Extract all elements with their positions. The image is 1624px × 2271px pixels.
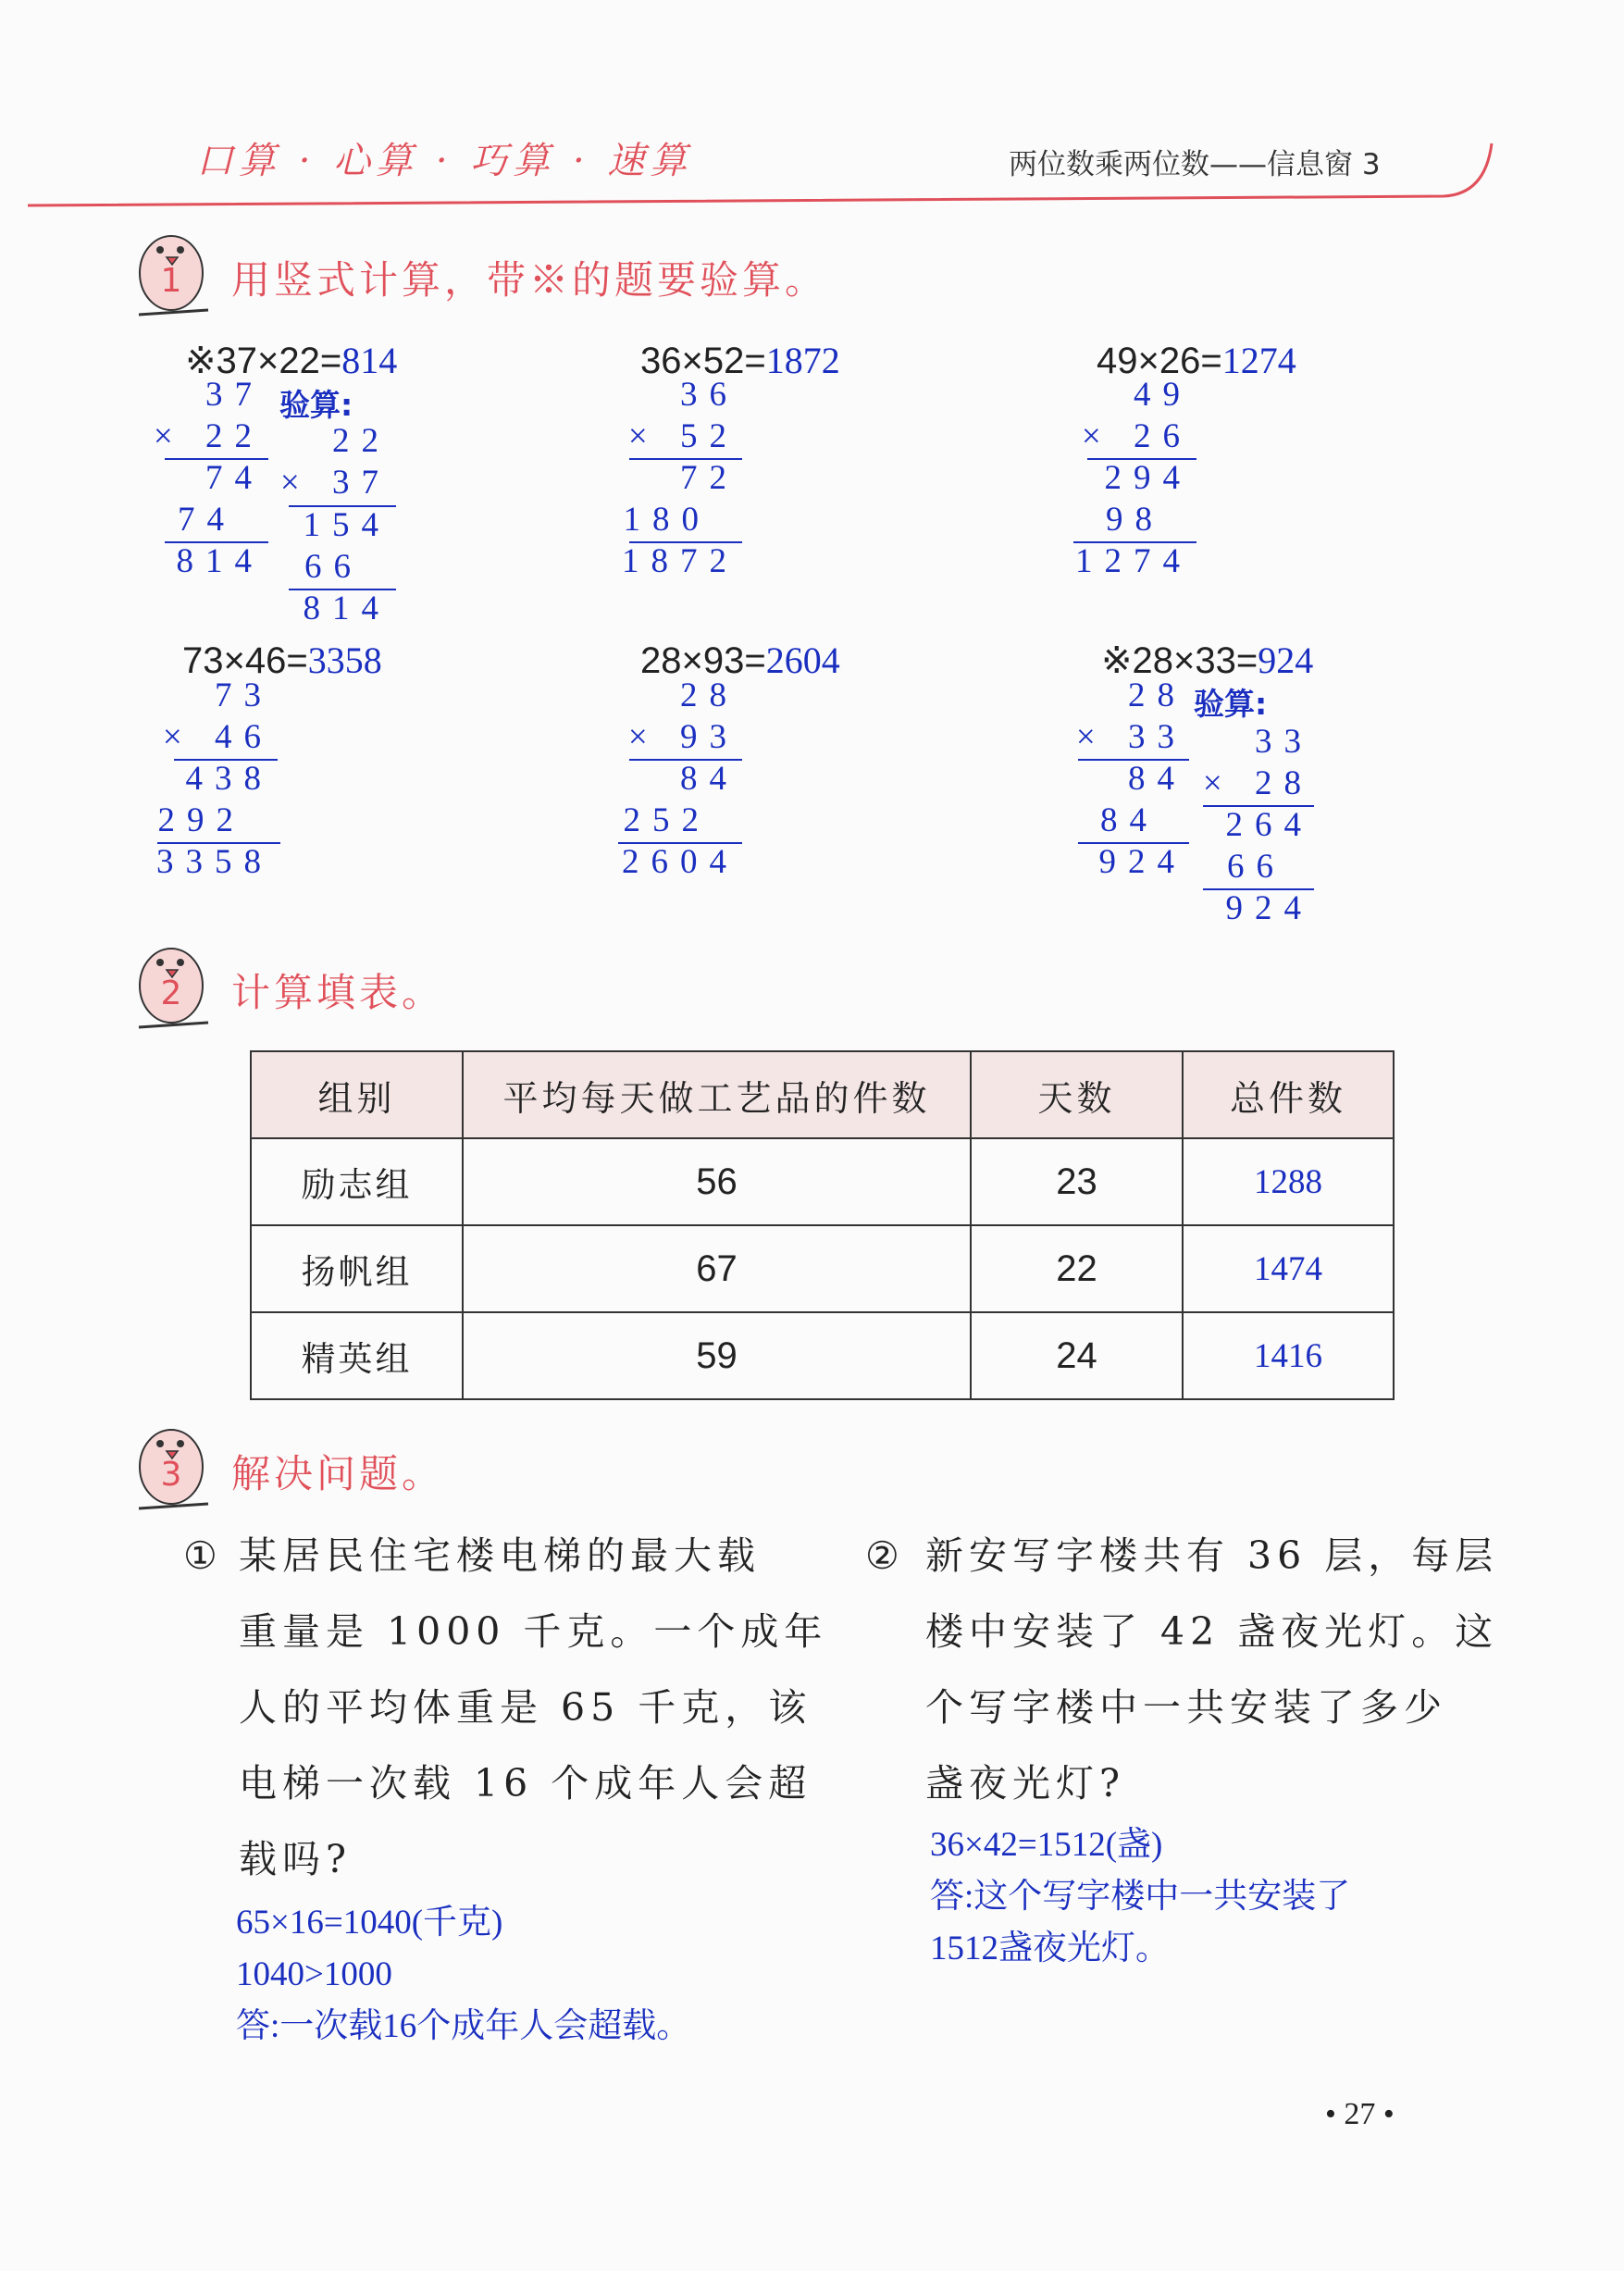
problem-equation: 73×46=3358 (182, 639, 382, 681)
table-cell: 67 (463, 1225, 971, 1312)
table-cell: 扬帆组 (251, 1225, 463, 1312)
answer-line: 65×16=1040(千克) (236, 1904, 503, 1942)
vertical-row: 72 (680, 459, 738, 497)
check-row: 22 (332, 422, 391, 460)
problem-1-mark: ① (183, 1533, 223, 1578)
vertical-row: 924 (1098, 843, 1186, 881)
check-row: 66 (304, 548, 363, 586)
vertical-row: 84 (1100, 801, 1159, 839)
vertical-row: 28 (1128, 676, 1186, 714)
vertical-row: 49 (1134, 376, 1192, 414)
table-answer-cell: 1416 (1183, 1312, 1394, 1399)
table-row (251, 1312, 1394, 1399)
check-row: 154 (303, 506, 391, 544)
vertical-row: × 52 (627, 417, 738, 455)
problem-2-text (925, 1518, 1518, 1821)
table-header-cell: 组别 (251, 1051, 463, 1138)
vertical-row: 98 (1106, 501, 1164, 539)
problem-equation: 36×52=1872 (640, 340, 840, 381)
problem-2-mark: ② (865, 1533, 905, 1578)
table-cell: 59 (463, 1312, 971, 1399)
vertical-row: 73 (215, 676, 273, 714)
problem-line: 某居民住宅楼电梯的最大载 (239, 1533, 761, 1578)
vertical-row: 37 (205, 376, 264, 414)
vertical-row: 28 (680, 676, 738, 714)
problem-2-answer (930, 1819, 1350, 1975)
bird-number-icon (130, 222, 213, 324)
table-cell: 精英组 (251, 1312, 463, 1399)
vertical-row: 36 (680, 376, 738, 414)
vertical-row: 74 (178, 501, 236, 539)
svg-text:3: 3 (160, 1456, 182, 1494)
vertical-row: 180 (623, 501, 711, 539)
vertical-row: 294 (1104, 459, 1192, 497)
problem-1-answer (236, 1897, 690, 2053)
header-section-title: 口算 · 心算 · 巧算 · 速算 (196, 140, 693, 182)
vertical-row: 2604 (622, 843, 738, 881)
answer-line: 1040>1000 (236, 1955, 392, 1993)
vertical-row: 814 (176, 542, 264, 580)
q2-title: 计算填表。 (231, 970, 445, 1015)
problem-1-text (239, 1518, 831, 1897)
svg-text:2: 2 (160, 974, 182, 1012)
svg-text:1: 1 (160, 262, 182, 300)
vertical-row: 74 (205, 459, 264, 497)
bird-number-icon (130, 1416, 213, 1518)
table-answer-cell: 1288 (1183, 1138, 1394, 1225)
check-row: × 37 (279, 464, 391, 502)
q1-title: 用竖式计算，带※的题要验算。 (231, 257, 828, 303)
vertical-row: × 93 (627, 718, 738, 756)
vertical-row: × 22 (153, 417, 264, 455)
table-header-cell: 天数 (971, 1051, 1183, 1138)
header-topic: 两位数乘两位数——信息窗 3 (1009, 148, 1381, 181)
vertical-row: 3358 (156, 843, 273, 881)
vertical-row: 84 (1128, 760, 1186, 798)
problem-equation: 49×26=1274 (1097, 340, 1296, 381)
problem-equation: ※37×22=814 (185, 340, 398, 381)
header-underline (0, 0, 1624, 241)
vertical-row: 252 (623, 801, 711, 839)
page-number: • 27 • (1325, 2097, 1395, 2131)
problem-equation: 28×93=2604 (640, 639, 840, 681)
check-row: 814 (303, 589, 391, 627)
answer-line: 36×42=1512(盏) (930, 1826, 1163, 1864)
problem-line: 盏夜光灯? (925, 1761, 1125, 1806)
answer-line: 答:一次载16个成年人会超载。 (236, 2007, 691, 2045)
table-cell: 24 (971, 1312, 1183, 1399)
q3-title: 解决问题。 (231, 1451, 445, 1496)
vertical-row: × 33 (1075, 718, 1186, 756)
vertical-row: 292 (157, 801, 245, 839)
table-row (251, 1138, 1394, 1225)
vertical-row: 1274 (1075, 542, 1192, 580)
problem-line: 楼中安装了 42 盏夜光灯。这 (925, 1609, 1499, 1654)
table-header-row (251, 1051, 1394, 1138)
table-cell: 励志组 (251, 1138, 463, 1225)
vertical-row: 84 (680, 760, 738, 798)
check-row: 66 (1227, 848, 1285, 886)
table-cell: 22 (971, 1225, 1183, 1312)
answer-line: 答:这个写字楼中一共安装了 (930, 1878, 1351, 1916)
problem-line: 重量是 1000 千克。一个成年 (239, 1609, 828, 1654)
check-label: 验算: (279, 387, 353, 423)
check-row: 33 (1255, 723, 1313, 761)
check-row: × 28 (1202, 764, 1313, 802)
problem-line: 新安写字楼共有 36 层，每层 (925, 1533, 1499, 1578)
answer-line: 1512盏夜光灯。 (930, 1930, 1170, 1967)
table-answer-cell: 1474 (1183, 1225, 1394, 1312)
fill-table (250, 1050, 1395, 1400)
table-header-cell: 平均每天做工艺品的件数 (463, 1051, 971, 1138)
vertical-row: 438 (185, 760, 273, 798)
vertical-row: 1872 (622, 542, 738, 580)
problem-equation: ※28×33=924 (1101, 639, 1314, 681)
table-header-cell: 总件数 (1183, 1051, 1394, 1138)
vertical-row: × 46 (162, 718, 273, 756)
table-cell: 23 (971, 1138, 1183, 1225)
problem-line: 人的平均体重是 65 千克，该 (239, 1685, 812, 1730)
problem-line: 电梯一次载 16 个成年人会超 (239, 1761, 812, 1806)
check-row: 924 (1225, 889, 1313, 927)
problem-line: 载吗? (239, 1837, 352, 1881)
bird-number-icon (130, 935, 213, 1036)
problem-line: 个写字楼中一共安装了多少 (925, 1685, 1447, 1730)
check-label: 验算: (1194, 686, 1268, 722)
check-row: 264 (1225, 806, 1313, 844)
table-cell: 56 (463, 1138, 971, 1225)
vertical-row: × 26 (1081, 417, 1192, 455)
table-row (251, 1225, 1394, 1312)
